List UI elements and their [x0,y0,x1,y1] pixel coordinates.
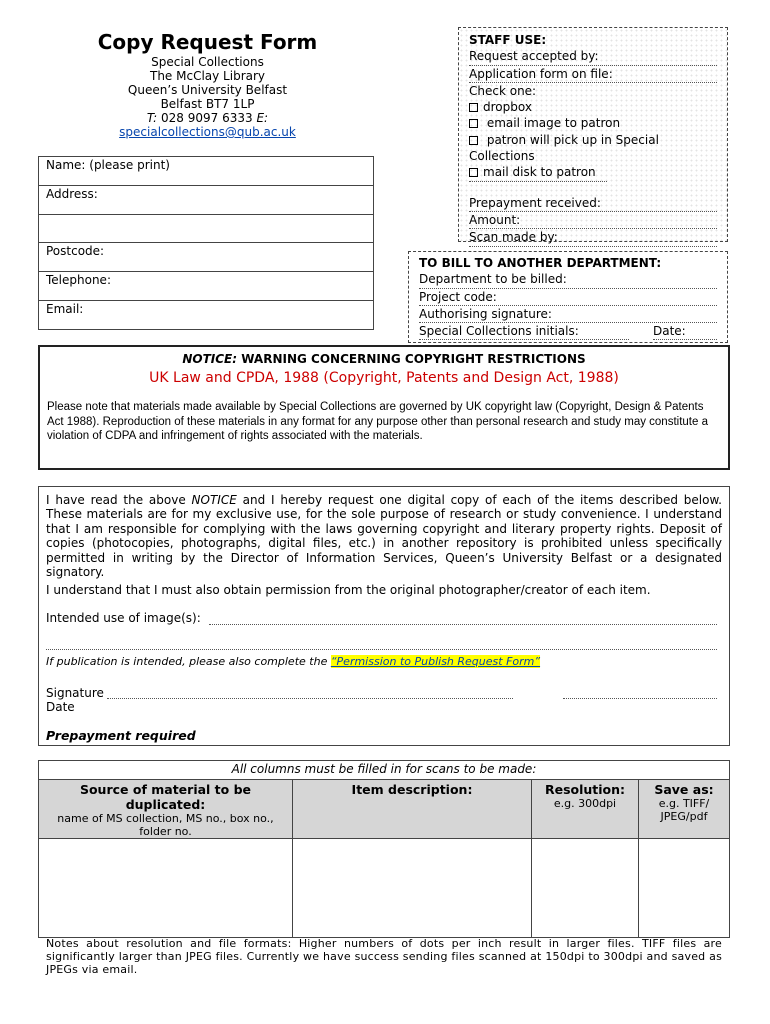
contact-details-box [38,156,374,330]
option-email-label: email image to patron [486,116,621,131]
scan-made-by-field[interactable]: Scan made by: [469,229,717,246]
library-address [60,55,355,139]
address-field-2[interactable] [39,215,373,243]
declaration-notice-ref: NOTICE [191,493,237,507]
notice-heading [40,352,728,366]
accepted-by-field[interactable]: Request accepted by: [469,48,717,65]
telephone-field[interactable]: Telephone: [39,272,373,301]
bill-department-box [408,251,728,343]
notice-body: Please note that materials made available by Special Collections are governed by UK copyright law (Copyright, Design & Patents Act 1988). Reproduction of these materials in any format for any purpose other than personal research and study may constitute a violation of CDPA and infringement of rights associated with the materials. [47,401,708,442]
description-cell[interactable] [293,839,532,938]
declaration-text-b: and I hereby request one digital copy of each of the items described below. These materials are for my exclusive use, for the sole purpose of research or study convenience. I understand that I am responsible for complying with the laws governing copyright and literary property rights. Deposit of copies (photocopies, photographs, digital files, etc.) in another repository is prohibited unless specifically permitted in writing by the Director of Information Services, Queen’s University Belfast or a designated signatory. [46,493,722,580]
page-title: Copy Request Form [97,30,318,54]
library-name: The McClay Library [149,69,266,83]
request-declaration-box [38,486,730,746]
email-field[interactable]: Email: [46,302,84,316]
table-row [39,839,730,938]
intended-use-field[interactable] [209,624,717,625]
bill-heading: TO BILL TO ANOTHER DEPARTMENT: [419,256,662,270]
option-dropbox-label: dropbox [483,100,532,115]
check-one-label: Check one: [469,83,537,98]
email-label: E: [256,111,269,125]
university-name: Queen’s University Belfast [127,83,288,97]
table-caption: All columns must be filled in for scans to be made: [39,761,730,780]
option-pickup[interactable] [469,132,717,165]
staff-use-box [458,27,728,245]
address-field[interactable]: Address: [39,186,373,215]
initials-field[interactable]: Special Collections initials: [419,323,629,340]
format-notes: Notes about resolution and file formats: Higher numbers of dots per inch result in larger files. TIFF files are significantly larger than JPEG files. Currently we have success sending files scanned at 150dpi to 300dpi and saved as JPEGs via email. [46,937,722,976]
option-mail-label: mail disk to patron [483,165,596,180]
signature-label: Signature [46,686,104,700]
date-label: Date [46,700,75,714]
checkbox-icon[interactable] [469,119,478,128]
col-format-title: Save as: [654,782,714,797]
publish-form-link[interactable]: “Permission to Publish Request Form” [330,655,541,668]
city-postcode: Belfast BT7 1LP [160,97,255,111]
checkbox-icon[interactable] [469,103,478,112]
tel-number: 028 9097 6333 [161,111,253,125]
option-pickup-label: patron will pick up in Special Collections [469,132,659,164]
col-source-title: Source of material to be duplicated: [79,782,252,812]
copyright-notice-box [38,345,730,470]
intended-use-field-2[interactable] [46,649,717,650]
col-format-header [639,780,730,839]
col-description-title: Item description: [351,782,473,797]
checkbox-icon[interactable] [469,136,478,145]
declaration-text-a: I have read the above [46,493,186,507]
col-resolution-title: Resolution: [544,782,626,797]
notice-label: NOTICE: [182,352,238,366]
checkbox-icon[interactable] [469,168,478,177]
bill-date-field[interactable]: Date: [653,323,717,340]
col-source-sub: name of MS collection, MS no., box no., folder no. [57,812,274,838]
application-field[interactable]: Application form on file: [469,66,717,83]
intended-use-label: Intended use of image(s): [46,611,201,625]
phone-email-line [60,111,355,125]
postcode-field[interactable]: Postcode: [39,243,373,272]
signature-field[interactable] [107,698,513,699]
dept-name: Special Collections [151,55,264,69]
option-mail[interactable] [469,164,717,181]
col-format-sub: e.g. TIFF/ JPEG/pdf [658,797,710,823]
col-source-header [39,780,293,839]
format-cell[interactable] [639,839,730,938]
resolution-cell[interactable] [532,839,639,938]
amount-field[interactable]: Amount: [469,212,717,229]
dept-billed-field[interactable]: Department to be billed: [419,271,717,288]
tel-label: T: [146,111,158,125]
col-resolution-header [532,780,639,839]
materials-table [38,760,730,938]
option-dropbox[interactable] [469,99,717,115]
option-email[interactable] [469,115,717,131]
date-field[interactable] [563,698,717,699]
prepayment-field[interactable]: Prepayment received: [469,195,717,212]
notice-heading-text: WARNING CONCERNING COPYRIGHT RESTRICTIONS [241,352,586,366]
email-link[interactable]: specialcollections@qub.ac.uk [119,125,296,139]
declaration-text [46,493,722,579]
source-cell[interactable] [39,839,293,938]
publish-note [46,655,540,668]
col-description-header [293,780,532,839]
photographer-permission-text: I understand that I must also obtain permission from the original photographer/creator of each item. [46,583,651,597]
prepayment-required: Prepayment required [46,728,196,743]
notice-law: UK Law and CPDA, 1988 (Copyright, Patents and Design Act, 1988) [149,370,619,386]
auth-signature-field[interactable]: Authorising signature: [419,306,717,323]
name-field[interactable]: Name: (please print) [39,157,373,186]
project-code-field[interactable]: Project code: [419,289,717,306]
col-resolution-sub: e.g. 300dpi [553,797,617,810]
staff-heading: STAFF USE: [469,33,547,47]
publish-note-text: If publication is intended, please also complete the [46,655,328,668]
